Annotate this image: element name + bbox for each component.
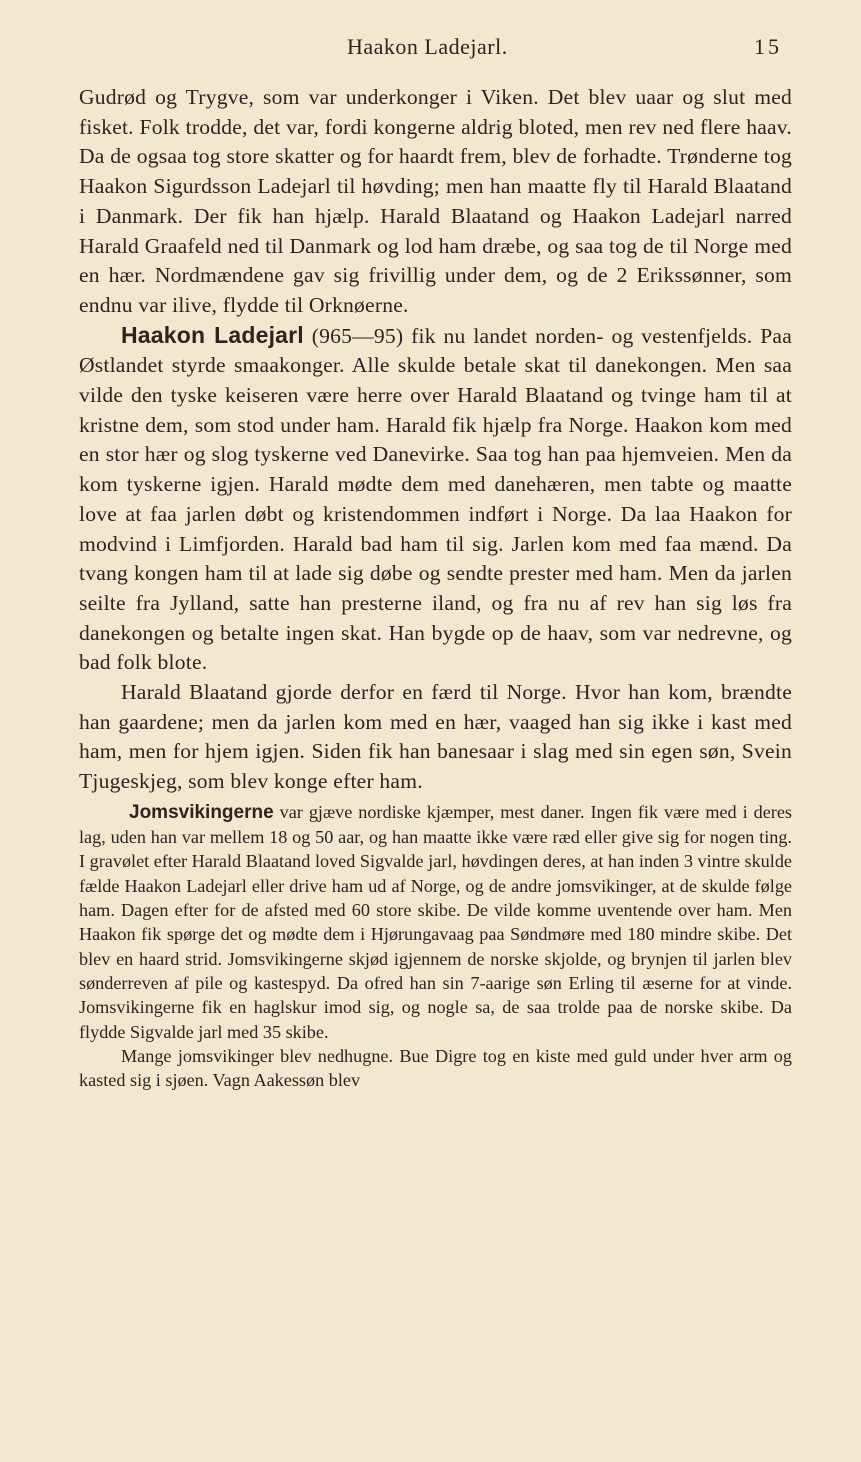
- page-number: 15: [754, 34, 782, 59]
- body-text: [79, 83, 792, 1092]
- paragraph-2: [79, 321, 792, 678]
- paragraph-4-text: var gjæve nordiske kjæmper, mest daner. Ingen fik være med i deres lag, uden han var mellem 18 og 50 aar, og han maatte ikke være ræd eller give sig for nogen ting. I gravølet efter Harald Blaatand loved Sigvalde jarl, høvdingen deres, at han inden 3 vintre skulde fælde Haakon Ladejarl eller drive ham ud af Norge, og de andre jomsvikinger, at de skulde følge ham. Dagen efter for de afsted med 60 store skibe. De vilde komme uventende over ham. Men Haakon fik spørge det og mødte dem i Hjørungavaag paa Søndmøre med 180 mindre skibe. Det blev en haard strid. Jomsvikingerne skjød igjennem de norske skjolde, og brynjen til jarlen blev sønderreven af pile og kastespyd. Da ofred han sin 7-aarige søn Erling til æserne for at vinde. Jomsvikingerne fik en haglskur imod sig, og nogle sa, de saa trolde paa de norske skibe. Da flydde Sigvalde jarl med 35 skibe.: [79, 801, 792, 1042]
- page-header: [0, 34, 861, 64]
- paragraph-4: [79, 800, 792, 1044]
- section-heading-haakon-ladejarl: Haakon Ladejarl: [121, 321, 304, 348]
- paragraph-1: Gudrød og Trygve, som var underkonger i Viken. Det blev uaar og slut med fisket. Folk trodde, det var, fordi kongerne aldrig bloted, men rev ned flere haav. Da de ogsaa tog store skatter og for haardt frem, blev de forhadte. Trønderne tog Haakon Sigurdsson Ladejarl til høvding; men han maatte fly til Harald Blaatand i Danmark. Der fik han hjælp. Harald Blaatand og Haakon Ladejarl narred Harald Graafeld ned til Danmark og lod ham dræbe, og saa tog de til Norge med en hær. Nordmændene gav sig frivillig under dem, og de 2 Erikssønner, som endnu var ilive, flydde til Orknøerne.: [79, 85, 792, 317]
- paragraph-2-text: (965—95) fik nu landet norden- og vestenfjelds. Paa Østlandet styrde smaakonger. Alle skulde betale skat til danekongen. Men saa vilde den tyske keiseren være herre over Harald Blaatand og tvinge ham til at kristne dem, som stod under ham. Harald fik hjælp fra Norge. Haakon kom med en stor hær og slog tyskerne ved Danevirke. Saa tog han paa hjemveien. Men da kom tyskerne igjen. Harald mødte dem med danehæren, men tabte og maatte love at faa jarlen døbt og kristendommen indført i Norge. Da laa Haakon for modvind i Limfjorden. Harald bad ham til sig. Jarlen kom med faa mænd. Da tvang kongen ham til at lade sig døbe og sendte prester med ham. Men da jarlen seilte fra Jylland, satte han presterne iland, og fra nu af rev han sig løs fra danekongen og betalte ingen skat. Han bygde op de haav, som var nedrevne, og bad folk blote.: [79, 323, 792, 675]
- large-print-section: [79, 83, 792, 797]
- paragraph-3: Harald Blaatand gjorde derfor en færd til Norge. Hvor han kom, brændte han gaardene; men da jarlen kom med en hær, vaaged han sig ikke i kast med ham, men for hjem igjen. Siden fik han banesaar i slag med sin egen søn, Svein Tjugeskjeg, som blev konge efter ham.: [79, 680, 792, 794]
- running-title: Haakon Ladejarl.: [347, 34, 508, 59]
- small-print-section: [79, 800, 792, 1093]
- section-heading-jomsvikingerne: Jomsvikingerne: [129, 801, 274, 823]
- paragraph-5: Mange jomsvikinger blev nedhugne. Bue Digre tog en kiste med guld under hver arm og kasted sig i sjøen. Vagn Aakessøn blev: [79, 1045, 792, 1091]
